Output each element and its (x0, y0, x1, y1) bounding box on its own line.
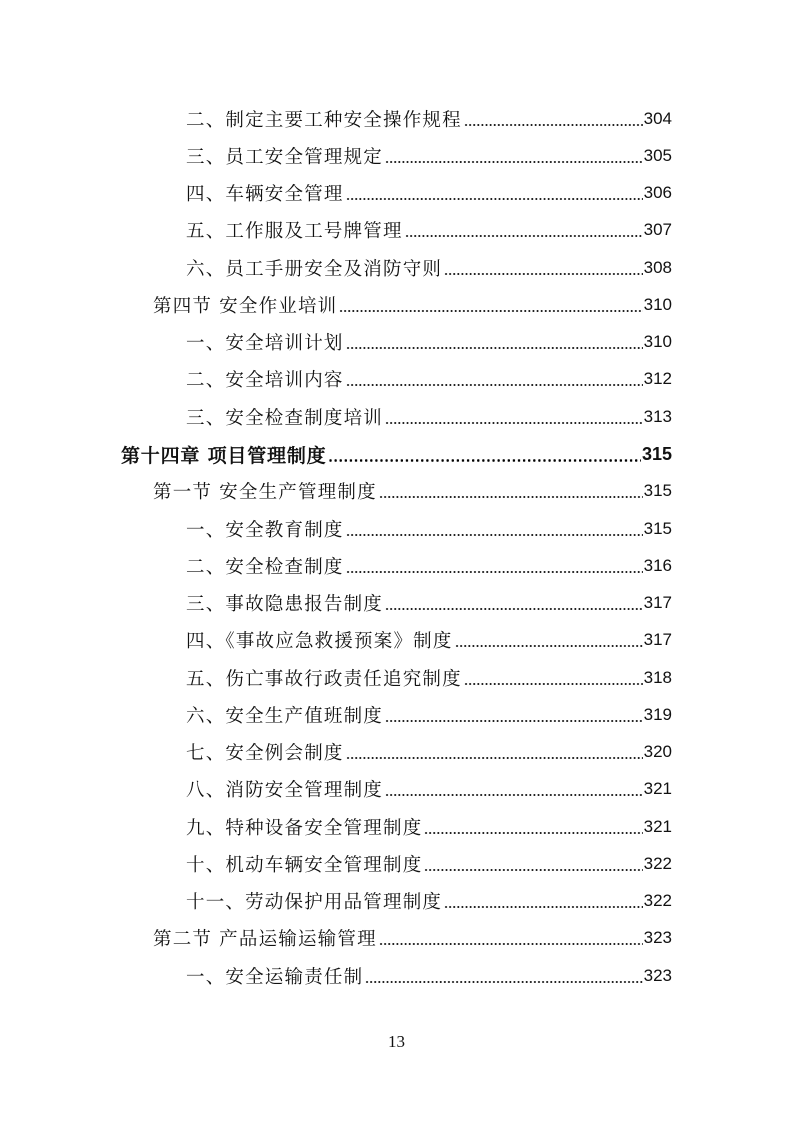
toc-entry-page-number: 306 (643, 183, 672, 203)
dot-leader (444, 906, 643, 908)
toc-entry-title: 第十四章 项目管理制度 (121, 444, 327, 467)
dot-leader (346, 534, 643, 536)
toc-entry-item[interactable] (0, 771, 672, 808)
toc-entry-page-number: 322 (643, 891, 672, 911)
toc-entry-title: 三、事故隐患报告制度 (186, 594, 384, 616)
toc-entry-page-number: 315 (641, 443, 672, 464)
toc-entry-title: 第二节 产品运输运输管理 (153, 929, 377, 951)
dot-leader (339, 310, 642, 312)
toc-entry-section[interactable] (0, 286, 672, 323)
toc-entry-title: 五、伤亡事故行政责任追究制度 (186, 668, 462, 690)
toc-entry-title: 第四节 安全作业培训 (153, 295, 338, 317)
toc-entry-item[interactable] (0, 100, 672, 137)
toc-entry-page-number: 305 (643, 145, 672, 165)
toc-entry-page-number: 321 (643, 779, 672, 799)
toc-entry-page-number: 320 (643, 742, 672, 762)
toc-entry-item[interactable] (0, 398, 672, 435)
toc-entry-page-number: 322 (643, 853, 672, 873)
toc-entry-title: 二、制定主要工种安全操作规程 (186, 109, 462, 131)
dot-leader (379, 943, 643, 945)
toc-entry-page-number: 316 (643, 555, 672, 575)
toc-entry-title: 六、安全生产值班制度 (186, 705, 384, 727)
toc-entry-title: 四、车辆安全管理 (186, 184, 344, 206)
toc-entry-item[interactable] (0, 622, 672, 659)
toc-entry-page-number: 304 (643, 108, 672, 128)
dot-leader (385, 720, 643, 722)
toc-entry-item[interactable] (0, 212, 672, 249)
table-of-contents (0, 100, 793, 994)
toc-entry-page-number: 313 (643, 406, 672, 426)
toc-entry-item[interactable] (0, 547, 672, 584)
dot-leader (365, 981, 642, 983)
page-number: 13 (388, 1032, 405, 1051)
toc-entry-page-number: 315 (643, 518, 672, 538)
toc-entry-page-number: 310 (643, 294, 672, 314)
toc-entry-title: 一、安全运输责任制 (186, 966, 364, 988)
dot-leader (346, 198, 643, 200)
toc-entry-item[interactable] (0, 696, 672, 733)
dot-leader (464, 683, 643, 685)
toc-entry-item[interactable] (0, 175, 672, 212)
toc-entry-item[interactable] (0, 361, 672, 398)
toc-entry-item[interactable] (0, 659, 672, 696)
dot-leader (385, 161, 643, 163)
toc-entry-page-number: 310 (643, 332, 672, 352)
dot-leader (346, 384, 643, 386)
toc-entry-item[interactable] (0, 883, 672, 920)
toc-entry-title: 三、安全检查制度培训 (186, 407, 384, 429)
dot-leader (455, 645, 643, 647)
dot-leader (385, 794, 643, 796)
toc-entry-section[interactable] (0, 920, 672, 957)
toc-entry-item[interactable] (0, 137, 672, 174)
dot-leader (464, 124, 643, 126)
toc-entry-chapter[interactable] (0, 435, 672, 472)
toc-entry-title: 六、员工手册安全及消防守则 (186, 258, 443, 280)
toc-entry-title: 三、员工安全管理规定 (186, 146, 384, 168)
toc-entry-page-number: 308 (643, 257, 672, 277)
dot-leader (444, 273, 643, 275)
toc-entry-item[interactable] (0, 584, 672, 621)
toc-entry-page-number: 319 (643, 704, 672, 724)
dot-leader (346, 571, 643, 573)
toc-entry-title: 七、安全例会制度 (186, 743, 344, 765)
toc-entry-page-number: 323 (643, 928, 672, 948)
toc-entry-page-number: 312 (643, 369, 672, 389)
toc-entry-page-number: 323 (643, 965, 672, 985)
toc-entry-title: 一、安全培训计划 (186, 333, 344, 355)
toc-entry-section[interactable] (0, 473, 672, 510)
toc-entry-item[interactable] (0, 808, 672, 845)
dot-leader (385, 608, 643, 610)
toc-entry-title: 十一、劳动保护用品管理制度 (186, 892, 443, 914)
toc-entry-page-number: 317 (643, 630, 672, 650)
toc-entry-page-number: 318 (643, 667, 672, 687)
toc-entry-page-number: 317 (643, 593, 672, 613)
toc-entry-item[interactable] (0, 249, 672, 286)
dot-leader (379, 496, 643, 498)
toc-entry-title: 一、安全教育制度 (186, 519, 344, 541)
toc-entry-title: 二、安全检查制度 (186, 556, 344, 578)
toc-entry-page-number: 315 (643, 481, 672, 501)
toc-entry-title: 五、工作服及工号牌管理 (186, 221, 403, 243)
dot-leader (385, 422, 643, 424)
toc-entry-item[interactable] (0, 845, 672, 882)
toc-entry-title: 八、消防安全管理制度 (186, 780, 384, 802)
dot-leader (405, 235, 643, 237)
dot-leader (346, 347, 643, 349)
toc-entry-item[interactable] (0, 734, 672, 771)
dot-leader (424, 832, 642, 834)
dot-leader (346, 757, 643, 759)
toc-entry-item[interactable] (0, 957, 672, 994)
toc-entry-title: 十、机动车辆安全管理制度 (186, 854, 423, 876)
dot-leader (328, 459, 641, 462)
toc-entry-item[interactable] (0, 510, 672, 547)
toc-entry-title: 九、特种设备安全管理制度 (186, 817, 423, 839)
toc-entry-item[interactable] (0, 324, 672, 361)
toc-entry-title: 二、安全培训内容 (186, 370, 344, 392)
toc-entry-title: 四、《事故应急救援预案》制度 (186, 631, 453, 653)
toc-entry-page-number: 307 (643, 220, 672, 240)
toc-entry-page-number: 321 (643, 816, 672, 836)
dot-leader (424, 869, 642, 871)
toc-entry-title: 第一节 安全生产管理制度 (153, 482, 377, 504)
